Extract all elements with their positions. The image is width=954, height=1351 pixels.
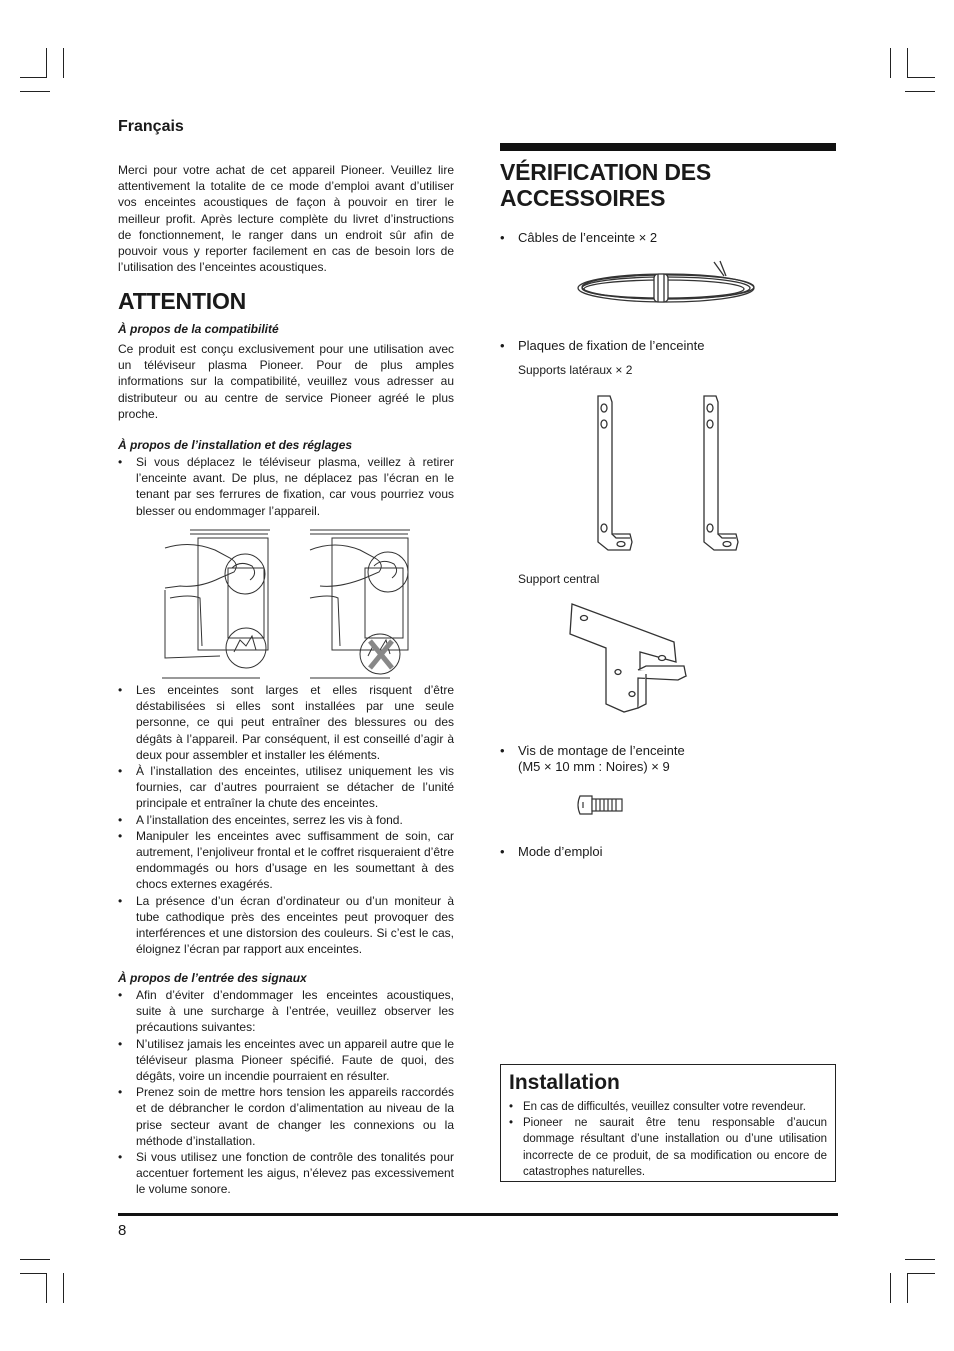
side-supports-label: Supports latéraux × 2 (518, 363, 633, 377)
signal-item: • Afin d’éviter d’endommager les enceintes acoustiques, suite à une surcharge à l’entrée, veuillez observer les précautions suivantes: (118, 987, 454, 1036)
accessory-screws-line2: (M5 × 10 mm : Noires) × 9 (518, 759, 670, 774)
install-item: • Les enceintes sont larges et elles risquent d’être déstabilisées si elles sont installées par une seule personne, ce qui peut entraîner des blessures ou des dégâts à l’appareil. Par conséquent, il est conseillé d’agir à deux pour assembler et installer les éléments. (118, 682, 454, 763)
installation-list (509, 1099, 827, 1180)
install-item: • Manipuler les enceintes avec suffisamment de soin, car autrement, l’enjoliveur frontal et le coffret risqueraient d’être endommagés ou hors d’usage en les soumettant à des chocs externes exagérés. (118, 828, 454, 893)
install-heading: À propos de l’installation et des réglages (118, 438, 353, 452)
accessories-title (500, 159, 711, 211)
installation-item: • Pioneer ne saurait être tenu responsable d’aucun dommage résultant d’une installation ou d’une utilisation incorrecte de ce produit, de sa modification ou encore de catastrophes naturelles. (509, 1115, 827, 1180)
install-item: • À l’installation des enceintes, utilisez uniquement les vis fournies, car d’autres pourraient se détacher de l’unité principale et entraîner la chute des enceintes. (118, 763, 454, 812)
screw-icon (576, 790, 626, 820)
center-support-label: Support central (518, 572, 600, 586)
install-item: • La présence d’un écran d’ordinateur ou d’un moniteur à tube cathodique près des enceintes peut provoquer des interférences et une distorsion des couleurs. Si c’est le cas, éloignez l’écran par rapport aux enceintes. (118, 893, 454, 958)
compat-text: Ce produit est conçu exclusivement pour une utilisation avec un téléviseur plasma Pioneer. Pour de plus amples informations sur la compatibilité, veuillez vous adresser au distributeur ou au centre de service Pioneer agréé le plus proche. (118, 342, 454, 421)
center-support-illustration (566, 600, 690, 715)
intro-paragraph: Merci pour votre achat de cet appareil Pioneer. Veuillez lire attentivement la totalite de ce mode d’emploi avant d’utiliser vos enceintes acoustiques de façon à pouvoir en tirer le meilleur profit. Après lecture complète du livret d’instructions de fonctionnement, le ranger dans un endroit sûr afin de pouvoir vous y reporter facilement en cas de besoin lors de l’utilisation des l’enceintes acoustiques. (118, 163, 454, 275)
side-supports-illustration (590, 392, 750, 554)
language-heading: Français (118, 118, 184, 135)
signal-item: • Prenez soin de mettre hors tension les appareils raccordés et de débrancher le cordon d’alimentation au niveau de la prise secteur avant de changer les connexions ou la méthode d’installation. (118, 1084, 454, 1149)
accessory-screws-line1: Vis de montage de l’enceinte (518, 743, 685, 758)
installation-item: • En cas de difficultés, veuillez consulter votre revendeur. (509, 1099, 827, 1115)
install-first-item: • Si vous déplacez le téléviseur plasma, veillez à retirer l’enceinte avant. De plus, ne déplacez pas l’écran en le tenant par ses ferrures de fixation, car vous pourriez vous blesser ou endommager l’appareil. (118, 454, 454, 519)
signal-item: • Si vous utilisez une fonction de contrôle des tonalités pour accentuer fortement les aigus, n’élevez pas excessivement le volume sonore. (118, 1149, 454, 1198)
handling-illustration (160, 528, 410, 678)
compat-heading: À propos de la compatibilité (118, 322, 279, 336)
accessories-title-line2: ACCESSOIRES (500, 185, 666, 211)
accessory-manual-label: Mode d’emploi (518, 844, 603, 859)
accessory-plates-label: Plaques de fixation de l’enceinte (518, 338, 705, 353)
installation-box (500, 1064, 836, 1182)
attention-title: ATTENTION (118, 288, 247, 314)
signal-heading: À propos de l’entrée des signaux (118, 971, 307, 985)
page-number: 8 (118, 1222, 127, 1239)
signal-item: • N’utilisez jamais les enceintes avec un appareil autre que le téléviseur plasma Pioneer spécifié. Faute de quoi, des dégâts, voire un incendie pourraient en résulter. (118, 1036, 454, 1085)
accessories-title-line1: VÉRIFICATION DES (500, 159, 712, 185)
signal-list (118, 987, 454, 1198)
install-first-list (118, 454, 454, 519)
installation-title: Installation (509, 1071, 620, 1094)
install-list (118, 682, 454, 957)
install-item: • A l’installation des enceintes, serrez les vis à fond. (118, 812, 454, 828)
accessory-cables-label: Câbles de l’enceinte × 2 (518, 230, 658, 245)
cable-illustration (574, 258, 769, 318)
footer-rule (118, 1213, 838, 1216)
header-rule (500, 143, 836, 151)
